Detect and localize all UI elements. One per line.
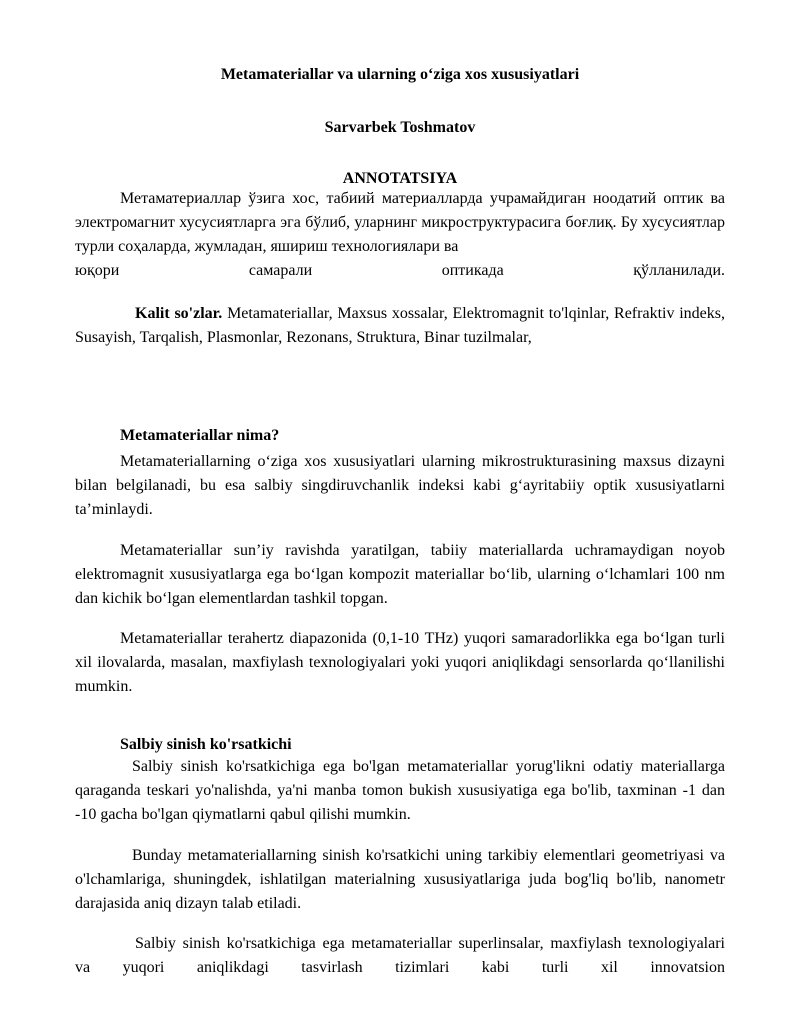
annotation-heading: ANNOTATSIYA	[342, 170, 458, 187]
keywords-paragraph	[75, 302, 725, 350]
paragraph-text: Metamateriallarning o‘ziga xos xususiyatlari ularning mikrostrukturasining maxsus dizayni bilan belgilanadi, bu esa salbiy singdiruvchanlik indeksi kabi g‘ayritabiiy optik xususiyatlarni ta’minlaydi.	[75, 453, 725, 518]
annotation-last-line: юқори самарали оптикада қўлланилади.	[75, 262, 725, 279]
keywords-label: Kalit so'zlar.	[135, 305, 223, 322]
paragraph-text: Salbiy sinish ko'rsatkichiga ega bo'lgan metamateriallar yorug'likni odatiy materiallarga qaraganda teskari yo'nalishda, ya'ni manba tomon bukish xususiyatiga ega bo'lib, taxminan -1 dan -10 gacha bo'lgan qiymatlarni qabul qilishi mumkin.	[75, 758, 725, 823]
document-title: Metamateriallar va ularning o‘ziga xos xususiyatlari	[220, 66, 580, 83]
author-name: Sarvarbek Toshmatov	[324, 119, 476, 136]
section-paragraph	[75, 627, 725, 699]
section-paragraph	[75, 450, 725, 522]
section-paragraph	[75, 539, 725, 611]
keywords-text: Metamateriallar, Maxsus xossalar, Elektromagnit to'lqinlar, Refraktiv indeks, Susayish, Tarqalish, Plasmonlar, Rezonans, Struktura, Binar tuzilmalar,	[75, 305, 726, 346]
paragraph-text: Bunday metamateriallarning sinish ko'rsatkichi uning tarkibiy elementlari geometriyasi va o'lchamlariga, shuningdek, ishlatilgan materialning xususiyatlariga juda bog'liq bo'lib, nanometr darajasida aniq dizayn talab etiladi.	[75, 847, 725, 912]
section-heading: Metamateriallar nima?	[120, 427, 280, 444]
section-paragraph	[75, 844, 725, 916]
paragraph-text: Metamateriallar terahertz diapazonida (0,1-10 THz) yuqori samaradorlikka ega bo‘lgan turli xil ilovalarda, masalan, maxfiylash texnologiyalari yoki yuqori aniqlikdagi sensorlarda qo‘llanilishi mumkin.	[75, 630, 725, 695]
annotation-paragraph	[75, 187, 725, 283]
paragraph-text: Salbiy sinish ko'rsatkichiga ega metamateriallar superlinsalar, maxfiylash texnologiyalari va yuqori aniqlikdagi tasvirlash tizimlari kabi turli xil innovatsion	[75, 935, 725, 976]
annotation-text: Метаматериаллар ўзига хос, табиий материалларда учрамайдиган ноодатий оптик ва электромагнит хусусиятларга эга бўлиб, уларнинг микроструктурасига боғлиқ. Бу хусусиятлар турли соҳаларда, жумладан, яшириш технологиялари ва	[75, 190, 725, 255]
paragraph-text: Metamateriallar sun’iy ravishda yaratilgan, tabiiy materiallarda uchramaydigan noyob elektromagnit xususiyatlarga ega bo‘lgan kompozit materiallar bo‘lib, ularning o‘lchamlari 100 nm dan kichik bo‘lgan elementlardan tashkil topgan.	[75, 542, 725, 607]
section-heading: Salbiy sinish ko'rsatkichi	[120, 736, 292, 753]
section-paragraph	[75, 755, 725, 827]
section-paragraph	[75, 932, 725, 980]
